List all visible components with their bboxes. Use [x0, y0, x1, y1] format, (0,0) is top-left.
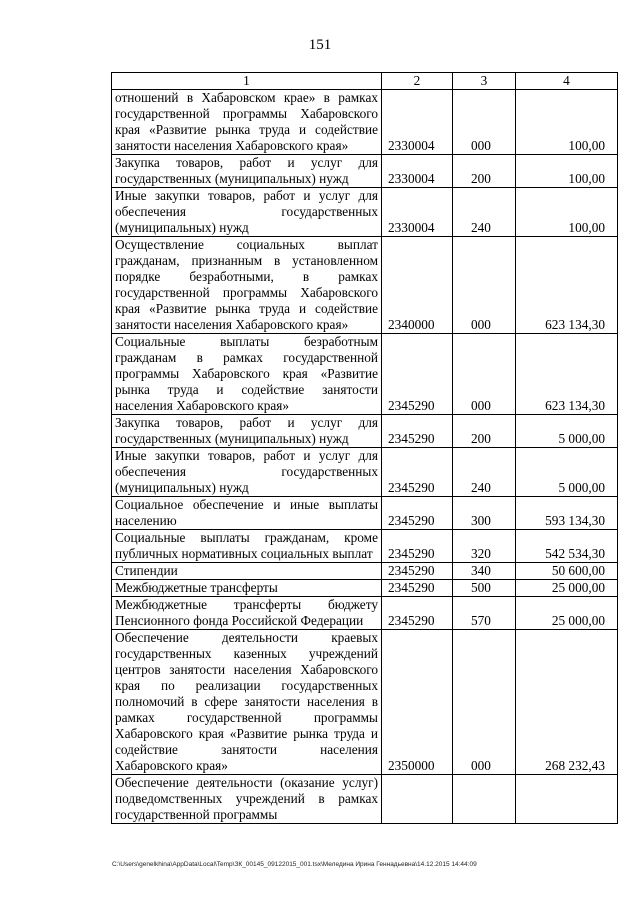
file-path-footer: C:\Users\genelkhina\AppData\Local\Temp\ЗК_00145_09122015_001.tsx\Меледина Ирина Геннадьевна\14.12.2015 14:44:09 — [112, 861, 477, 868]
row-type — [453, 775, 516, 824]
table-row — [112, 563, 618, 580]
row-amount — [516, 775, 618, 824]
row-type: 000 — [453, 237, 516, 334]
row-amount: 593 134,30 — [516, 497, 618, 530]
table-header-row — [112, 73, 618, 90]
row-name: Социальные выплаты гражданам, кроме публичных нормативных социальных выплат — [112, 530, 382, 563]
row-type: 200 — [453, 155, 516, 188]
table-row — [112, 155, 618, 188]
table-row — [112, 334, 618, 415]
table-row — [112, 415, 618, 448]
table-row — [112, 90, 618, 155]
table-row — [112, 530, 618, 563]
row-type: 240 — [453, 448, 516, 497]
row-type: 320 — [453, 530, 516, 563]
row-name: Иные закупки товаров, работ и услуг для обеспечения государственных (муниципальных) нужд — [112, 188, 382, 237]
page-number: 151 — [308, 37, 332, 53]
row-name: Обеспечение деятельности (оказание услуг) подведомственных учреждений в рамках государственной программы — [112, 775, 382, 824]
row-code: 2340000 — [382, 237, 453, 334]
row-name: Межбюджетные трансферты бюджету Пенсионного фонда Российской Федерации — [112, 597, 382, 630]
row-type: 300 — [453, 497, 516, 530]
row-code: 2345290 — [382, 415, 453, 448]
row-type: 000 — [453, 90, 516, 155]
column-header: 4 — [516, 73, 618, 90]
row-type: 240 — [453, 188, 516, 237]
table-row — [112, 237, 618, 334]
row-name: Осуществление социальных выплат гражданам, признанным в установленном порядке безработными, в рамках государственной программы Хабаровского края «Развитие рынка труда и содействие занятости населения Хабаровского края» — [112, 237, 382, 334]
row-code: 2330004 — [382, 90, 453, 155]
row-code: 2330004 — [382, 188, 453, 237]
row-type: 200 — [453, 415, 516, 448]
table-row — [112, 448, 618, 497]
row-amount: 25 000,00 — [516, 580, 618, 597]
row-amount: 623 134,30 — [516, 237, 618, 334]
row-name: Закупка товаров, работ и услуг для государственных (муниципальных) нужд — [112, 155, 382, 188]
column-header: 1 — [112, 73, 382, 90]
row-amount: 5 000,00 — [516, 415, 618, 448]
row-type: 000 — [453, 334, 516, 415]
row-code: 2350000 — [382, 630, 453, 775]
row-type: 000 — [453, 630, 516, 775]
row-amount: 542 534,30 — [516, 530, 618, 563]
row-code: 2345290 — [382, 580, 453, 597]
row-code: 2330004 — [382, 155, 453, 188]
row-amount: 5 000,00 — [516, 448, 618, 497]
table-row — [112, 188, 618, 237]
table-row — [112, 580, 618, 597]
row-code: 2345290 — [382, 448, 453, 497]
row-amount: 623 134,30 — [516, 334, 618, 415]
row-name: отношений в Хабаровском крае» в рамках государственной программы Хабаровского края «Развитие рынка труда и содействие занятости населения Хабаровского края» — [112, 90, 382, 155]
row-name: Иные закупки товаров, работ и услуг для обеспечения государственных (муниципальных) нужд — [112, 448, 382, 497]
table-row — [112, 597, 618, 630]
row-code: 2345290 — [382, 597, 453, 630]
row-amount: 268 232,43 — [516, 630, 618, 775]
row-type: 340 — [453, 563, 516, 580]
column-header: 2 — [382, 73, 453, 90]
table-row — [112, 497, 618, 530]
row-amount: 100,00 — [516, 155, 618, 188]
row-name: Стипендии — [112, 563, 382, 580]
budget-table — [111, 72, 618, 824]
row-name: Социальные выплаты безработным гражданам в рамках государственной программы Хабаровского края «Развитие рынка труда и содействие занятости населения Хабаровского края» — [112, 334, 382, 415]
row-name: Обеспечение деятельности краевых государственных казенных учреждений центров занятости населения Хабаровского края по реализации государственных полномочий в сфере занятости населения в рамках государственной программы Хабаровского края «Развитие рынка труда и содействие занятости населения Хабаровского края» — [112, 630, 382, 775]
row-amount: 100,00 — [516, 90, 618, 155]
row-code: 2345290 — [382, 530, 453, 563]
column-header: 3 — [453, 73, 516, 90]
row-amount: 50 600,00 — [516, 563, 618, 580]
row-type: 570 — [453, 597, 516, 630]
table-row — [112, 630, 618, 775]
row-amount: 100,00 — [516, 188, 618, 237]
row-code — [382, 775, 453, 824]
row-name: Закупка товаров, работ и услуг для государственных (муниципальных) нужд — [112, 415, 382, 448]
row-amount: 25 000,00 — [516, 597, 618, 630]
row-type: 500 — [453, 580, 516, 597]
table-row — [112, 775, 618, 824]
budget-table-body — [112, 73, 618, 824]
row-code: 2345290 — [382, 497, 453, 530]
row-name: Межбюджетные трансферты — [112, 580, 382, 597]
row-name: Социальное обеспечение и иные выплаты населению — [112, 497, 382, 530]
row-code: 2345290 — [382, 334, 453, 415]
row-code: 2345290 — [382, 563, 453, 580]
